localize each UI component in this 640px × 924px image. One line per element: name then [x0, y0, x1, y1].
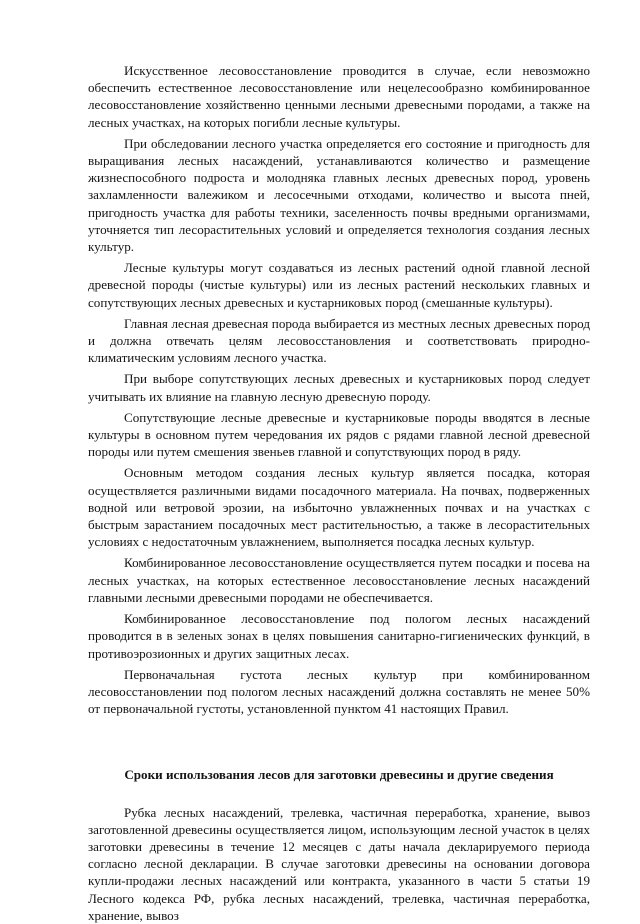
paragraph-forest-cultures: Лесные культуры могут создаваться из лесных растений одной главной лесной древесной породы (чистые культуры) или из лесных растений нескольких главных и сопутствующих лесных древесных и кустарниковых пород (смешанные культуры). [88, 260, 590, 310]
paragraph-combined-under-canopy: Комбинированное лесовосстановление под пологом лесных насаждений проводится в в зеленых зонах в целях повышения санитарно-гигиенических функций, в противоэрозионных и других защитных лесах. [88, 611, 590, 661]
paragraph-planting-method: Основным методом создания лесных культур является посадка, которая осуществляется различными видами посадочного материала. На почвах, подверженных водной или ветровой эрозии, на избыточно увлажненных почвах и на участках с быстрым зарастанием посадочных мест растительностью, а также в лесорастительных условиях с недостаточным увлажнением, выполняется посадка лесных культур. [88, 465, 590, 550]
paragraph-accompanying-species: При выборе сопутствующих лесных древесных и кустарниковых пород следует учитывать их влияние на главную лесную древесную породу. [88, 371, 590, 404]
paragraph-main-species: Главная лесная древесная порода выбирается из местных лесных древесных пород и должна отвечать целям лесовосстановления и соответствовать природно-климатическим условиям лесного участка. [88, 315, 590, 366]
section-heading: Сроки использования лесов для заготовки древесины и другие сведения [124, 767, 554, 783]
paragraph-site-inspection: При обследовании лесного участка определяется его состояние и пригодность для выращивания лесных насаждений, устанавливаются количество и размещение жизнеспособного подроста и молодняка главных лесных древесных пород, уровень захламленности валежиком и лесосечными отходами, количество и высота пней, пригодность участка для работы техники, заселенность почвы вредными организмами, уточняется тип лесорастительных условий и определяется технология создания лесных культур. [88, 135, 590, 255]
paragraph-artificial-reforestation: Искусственное лесовосстановление проводится в случае, если невозможно обеспечить естественное лесовосстановление или нецелесообразно комбинированное лесовосстановление хозяйственно ценными лесными древесными породами, а также на лесных участках, на которых погибли лесные культуры. [88, 63, 590, 130]
paragraph-species-introduction: Сопутствующие лесные древесные и кустарниковые породы вводятся в лесные культуры в основном путем чередования их рядов с рядами главной лесной древесной породы или путем смешения звеньев главной и сопутствующих пород в ряду. [88, 409, 590, 460]
paragraph-logging-terms: Рубка лесных насаждений, трелевка, частичная переработка, хранение, вывоз заготовленной древесины осуществляется лицом, использующим лесной участок в целях заготовки древесины в течение 12 месяцев с даты начала декларируемого периода согласно лесной декларации. В случае заготовки древесины на основании договора купли-продажи лесных насаждений или контракта, указанного в части 5 статьи 19 Лесного кодекса РФ, рубка лесных насаждений, трелевка, частичная переработка, хранение, вывоз [88, 804, 590, 923]
paragraph-combined-reforestation: Комбинированное лесовосстановление осуществляется путем посадки и посева на лесных участках, на которых естественное лесовосстановление лесных насаждений главными лесными древесными породами не обеспечивается. [88, 555, 590, 605]
paragraph-initial-density: Первоначальная густота лесных культур при комбинированном лесовосстановлении под пологом лесных насаждений должна составлять не менее 50% от первоначальной густоты, установленной пунктом 41 настоящих Правил. [88, 666, 590, 717]
